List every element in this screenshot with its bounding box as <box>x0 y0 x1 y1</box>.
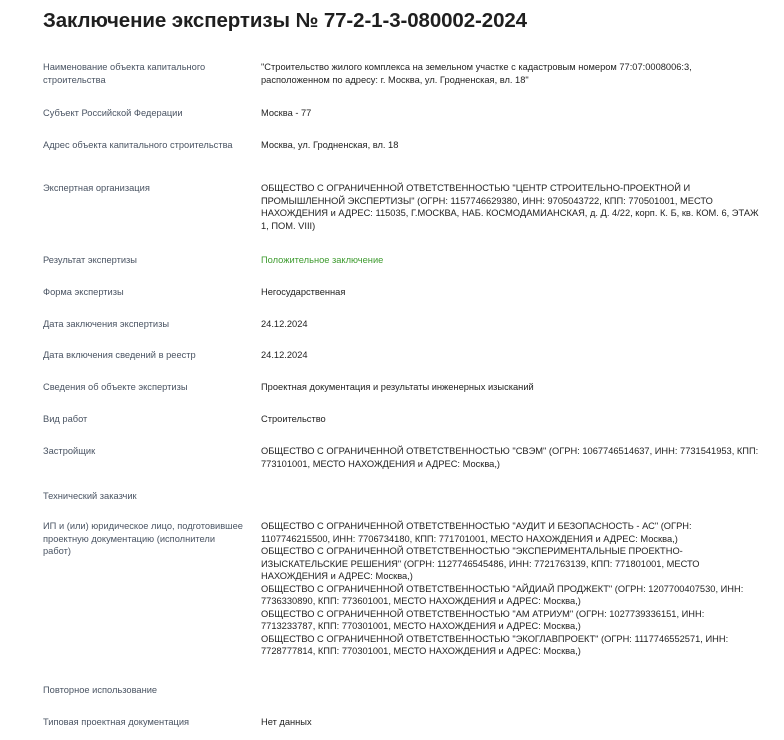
result-status: Положительное заключение <box>261 255 384 265</box>
field-label: Типовая проектная документация <box>43 717 190 727</box>
field-label: Форма экспертизы <box>43 287 124 297</box>
field-label: Результат экспертизы <box>43 255 137 265</box>
field-label: Сведения об объекте экспертизы <box>43 382 188 392</box>
list-item: ОБЩЕСТВО С ОГРАНИЧЕННОЙ ОТВЕТСТВЕННОСТЬЮ "ЭКОГЛАВПРОЕКТ" (ОГРН: 1117746552571, ИНН: 7728777814, КПП: 770301001, МЕСТО НАХОЖДЕНИЯ и АДРЕС: Москва,) <box>261 633 729 656</box>
field-label: Дата заключения экспертизы <box>43 319 170 329</box>
field-value: "Строительство жилого комплекса на земельном участке с кадастровым номером 77:07:0008006:3, расположенном по адресу: г. Москва, ул. Гродненская, вл. 18" <box>261 62 692 85</box>
page-title: Заключение экспертизы № 77-2-1-3-080002-2024 <box>43 9 527 32</box>
list-item: ОБЩЕСТВО С ОГРАНИЧЕННОЙ ОТВЕТСТВЕННОСТЬЮ "ЭКСПЕРИМЕНТАЛЬНЫЕ ПРОЕКТНО-ИЗЫСКАТЕЛЬСКИЕ РЕШЕНИЯ" (ОГРН: 1127746545486, ИНН: 7721763139, КПП: 771801001, МЕСТО НАХОЖДЕНИЯ и АДРЕС: Москва,) <box>261 546 700 581</box>
performers-list <box>261 520 761 658</box>
field-value: 24.12.2024 <box>261 350 308 360</box>
field-value: Негосударственная <box>261 287 346 297</box>
field-label: Вид работ <box>43 414 88 424</box>
list-item: ОБЩЕСТВО С ОГРАНИЧЕННОЙ ОТВЕТСТВЕННОСТЬЮ "АМ АТРИУМ" (ОГРН: 1027739336151, ИНН: 7713233787, КПП: 770301001, МЕСТО НАХОЖДЕНИЯ и АДРЕС: Москва,) <box>261 608 705 631</box>
field-label: Застройщик <box>43 446 96 456</box>
list-item: ОБЩЕСТВО С ОГРАНИЧЕННОЙ ОТВЕТСТВЕННОСТЬЮ "АУДИТ И БЕЗОПАСНОСТЬ - АС" (ОГРН: 1107746215500, ИНН: 7706734180, КПП: 771701001, МЕСТО НАХОЖДЕНИЯ и АДРЕС: Москва,) <box>261 521 692 544</box>
field-value: ОБЩЕСТВО С ОГРАНИЧЕННОЙ ОТВЕТСТВЕННОСТЬЮ "ЦЕНТР СТРОИТЕЛЬНО-ПРОЕКТНОЙ И ПРОМЫШЛЕННОЙ ЭКСПЕРТИЗЫ" (ОГРН: 1157746629380, ИНН: 9705043722, КПП: 770501001, МЕСТО НАХОЖДЕНИЯ и АДРЕС: 115035, Г.МОСКВА, НАБ. КОСМОДАМИАНСКАЯ, д. Д. 4/22, корп. К. Б, кв. КОМ. 6, ЭТАЖ 1, ПОМ. VIII) <box>261 183 759 231</box>
field-value: ОБЩЕСТВО С ОГРАНИЧЕННОЙ ОТВЕТСТВЕННОСТЬЮ "СВЭМ" (ОГРН: 1067746514637, ИНН: 7731541953, КПП: 773101001, МЕСТО НАХОЖДЕНИЯ и АДРЕС: Москва,) <box>261 446 759 469</box>
field-label: Дата включения сведений в реестр <box>43 350 196 360</box>
field-label: Наименование объекта капитального строительства <box>43 62 206 85</box>
field-value: Москва - 77 <box>261 108 312 118</box>
field-value: Проектная документация и результаты инженерных изысканий <box>261 382 534 392</box>
field-value: Нет данных <box>261 717 312 727</box>
field-label: Субъект Российской Федерации <box>43 108 183 118</box>
field-label: Повторное использование <box>43 685 158 695</box>
field-label: ИП и (или) юридическое лицо, подготовившее проектную документацию (исполнители работ) <box>43 521 243 556</box>
field-value: Москва, ул. Гродненская, вл. 18 <box>261 140 399 150</box>
field-label: Экспертная организация <box>43 183 150 193</box>
field-value: Строительство <box>261 414 326 424</box>
list-item: ОБЩЕСТВО С ОГРАНИЧЕННОЙ ОТВЕТСТВЕННОСТЬЮ "АЙДИАЙ ПРОДЖЕКТ" (ОГРН: 1207700407530, ИНН: 7736330890, КПП: 773601001, МЕСТО НАХОЖДЕНИЯ и АДРЕС: Москва,) <box>261 583 744 606</box>
field-value: 24.12.2024 <box>261 319 308 329</box>
field-label: Адрес объекта капитального строительства <box>43 140 233 150</box>
field-label: Технический заказчик <box>43 491 137 501</box>
